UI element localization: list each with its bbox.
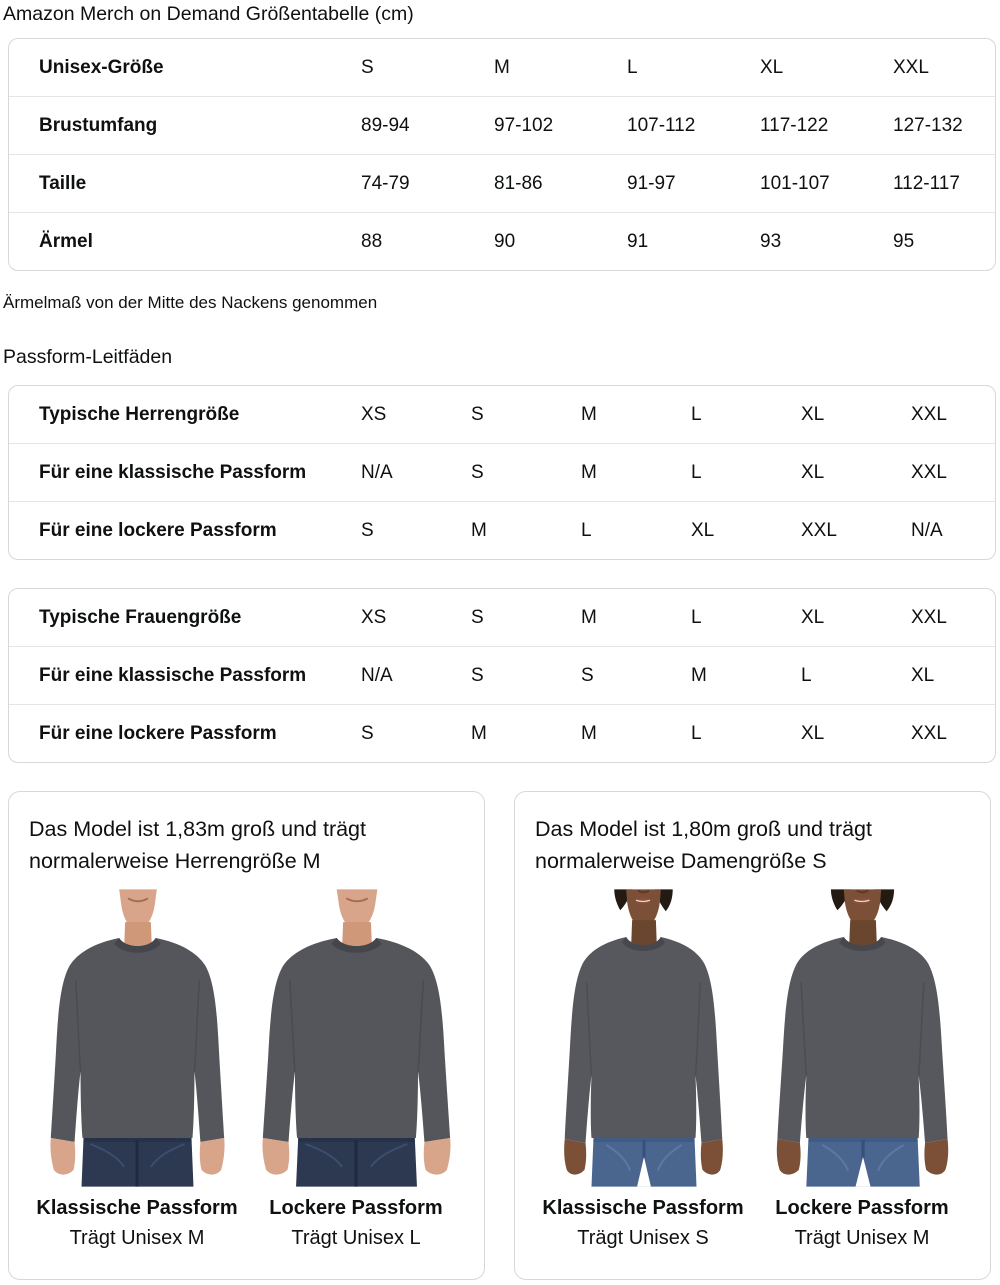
model-cards-row bbox=[0, 791, 1000, 1280]
fit-caption-title: Lockere Passform bbox=[775, 1197, 949, 1219]
fit-cell: M bbox=[471, 722, 487, 744]
fit-cell: S bbox=[471, 664, 484, 686]
size-cell: 112-117 bbox=[893, 172, 960, 194]
fit-cell: S bbox=[361, 722, 374, 744]
fit-caption-size: Trägt Unisex S bbox=[577, 1227, 709, 1249]
fit-cell: XS bbox=[361, 403, 387, 425]
fit-guide-women-table bbox=[8, 588, 996, 763]
fit-cell: N/A bbox=[361, 461, 393, 483]
fit-cell: N/A bbox=[361, 664, 393, 686]
size-col-header: S bbox=[361, 56, 374, 78]
size-col-header: XL bbox=[760, 56, 784, 78]
model-description: Das Model ist 1,80m groß und trägt normalerweise Damengröße S bbox=[535, 817, 872, 873]
female-model-loose-photo bbox=[756, 889, 969, 1187]
fit-cell: XL bbox=[801, 403, 825, 425]
size-cell: 127-132 bbox=[893, 114, 963, 136]
fit-caption-title: Klassische Passform bbox=[36, 1197, 238, 1219]
fit-cell: XL bbox=[911, 664, 935, 686]
table-row bbox=[9, 386, 995, 444]
size-col-header: M bbox=[494, 56, 510, 78]
fit-cell: N/A bbox=[911, 519, 943, 541]
figure-loose-fit bbox=[250, 889, 463, 1253]
row-label: Ärmel bbox=[39, 230, 93, 252]
fit-cell: L bbox=[691, 403, 702, 425]
fit-guide-heading: Passform-Leitfäden bbox=[3, 346, 173, 368]
fit-cell: L bbox=[691, 606, 702, 628]
figure-loose-fit bbox=[756, 889, 969, 1253]
row-label: Brustumfang bbox=[39, 114, 158, 136]
fit-cell: XXL bbox=[911, 461, 947, 483]
female-model-classic-photo bbox=[537, 889, 750, 1187]
fit-caption-title: Klassische Passform bbox=[542, 1197, 744, 1219]
table-row bbox=[9, 705, 995, 762]
size-cell: 89-94 bbox=[361, 114, 410, 136]
size-cell: 88 bbox=[361, 230, 383, 252]
row-label: Für eine lockere Passform bbox=[39, 722, 277, 744]
fit-cell: XXL bbox=[911, 403, 947, 425]
table-row bbox=[9, 589, 995, 647]
fit-cell: M bbox=[471, 519, 487, 541]
size-cell: 101-107 bbox=[760, 172, 830, 194]
size-cell: 97-102 bbox=[494, 114, 554, 136]
table-header-row bbox=[9, 39, 995, 97]
fit-cell: S bbox=[471, 403, 484, 425]
size-col-header: L bbox=[627, 56, 638, 78]
size-cell: 95 bbox=[893, 230, 915, 252]
fit-cell: S bbox=[471, 461, 484, 483]
row-label: Für eine lockere Passform bbox=[39, 519, 277, 541]
size-cell: 74-79 bbox=[361, 172, 410, 194]
male-model-classic-photo bbox=[31, 889, 244, 1187]
row-label: Für eine klassische Passform bbox=[39, 461, 307, 483]
fit-caption-size: Trägt Unisex M bbox=[794, 1227, 930, 1249]
fit-cell: XL bbox=[691, 519, 715, 541]
fit-cell: M bbox=[581, 403, 597, 425]
size-cell: 81-86 bbox=[494, 172, 543, 194]
fit-cell: M bbox=[581, 722, 597, 744]
table-row bbox=[9, 502, 995, 559]
size-cell: 93 bbox=[760, 230, 782, 252]
row-label: Unisex-Größe bbox=[39, 56, 164, 78]
fit-cell: XL bbox=[801, 722, 825, 744]
size-cell: 91 bbox=[627, 230, 649, 252]
table-row bbox=[9, 213, 995, 270]
fit-cell: XXL bbox=[911, 606, 947, 628]
model-description: Das Model ist 1,83m groß und trägt normalerweise Herrengröße M bbox=[29, 817, 366, 873]
model-figures bbox=[29, 889, 464, 1253]
fit-cell: XL bbox=[801, 461, 825, 483]
fit-caption-size: Trägt Unisex L bbox=[291, 1227, 421, 1249]
size-cell: 117-122 bbox=[760, 114, 829, 136]
fit-cell: L bbox=[691, 722, 702, 744]
size-col-header: XXL bbox=[893, 56, 929, 78]
fit-guide-men-table bbox=[8, 385, 996, 560]
fit-cell: XL bbox=[801, 606, 825, 628]
table-row bbox=[9, 444, 995, 502]
row-label: Für eine klassische Passform bbox=[39, 664, 307, 686]
page-title: Amazon Merch on Demand Größentabelle (cm) bbox=[3, 3, 414, 25]
size-chart-table bbox=[8, 38, 996, 271]
fit-cell: L bbox=[691, 461, 702, 483]
fit-caption-title: Lockere Passform bbox=[269, 1197, 443, 1219]
fit-cell: XXL bbox=[801, 519, 837, 541]
fit-cell: S bbox=[581, 664, 594, 686]
row-label: Taille bbox=[39, 172, 87, 194]
row-label: Typische Frauengröße bbox=[39, 606, 242, 628]
fit-cell: L bbox=[801, 664, 812, 686]
size-cell: 107-112 bbox=[627, 114, 696, 136]
fit-cell: XS bbox=[361, 606, 387, 628]
model-card-women bbox=[514, 791, 991, 1280]
male-model-loose-photo bbox=[250, 889, 463, 1187]
fit-cell: S bbox=[471, 606, 484, 628]
fit-cell: L bbox=[581, 519, 592, 541]
fit-cell: M bbox=[691, 664, 707, 686]
row-label: Typische Herrengröße bbox=[39, 403, 240, 425]
fit-cell: M bbox=[581, 461, 597, 483]
fit-cell: S bbox=[361, 519, 374, 541]
fit-cell: XXL bbox=[911, 722, 947, 744]
model-figures bbox=[535, 889, 970, 1253]
model-card-men bbox=[8, 791, 485, 1280]
table-row bbox=[9, 97, 995, 155]
sleeve-measure-note: Ärmelmaß von der Mitte des Nackens genommen bbox=[3, 293, 378, 312]
figure-classic-fit bbox=[31, 889, 244, 1253]
fit-cell: M bbox=[581, 606, 597, 628]
size-cell: 91-97 bbox=[627, 172, 676, 194]
fit-caption-size: Trägt Unisex M bbox=[69, 1227, 205, 1249]
table-row bbox=[9, 647, 995, 705]
table-row bbox=[9, 155, 995, 213]
figure-classic-fit bbox=[537, 889, 750, 1253]
size-cell: 90 bbox=[494, 230, 516, 252]
